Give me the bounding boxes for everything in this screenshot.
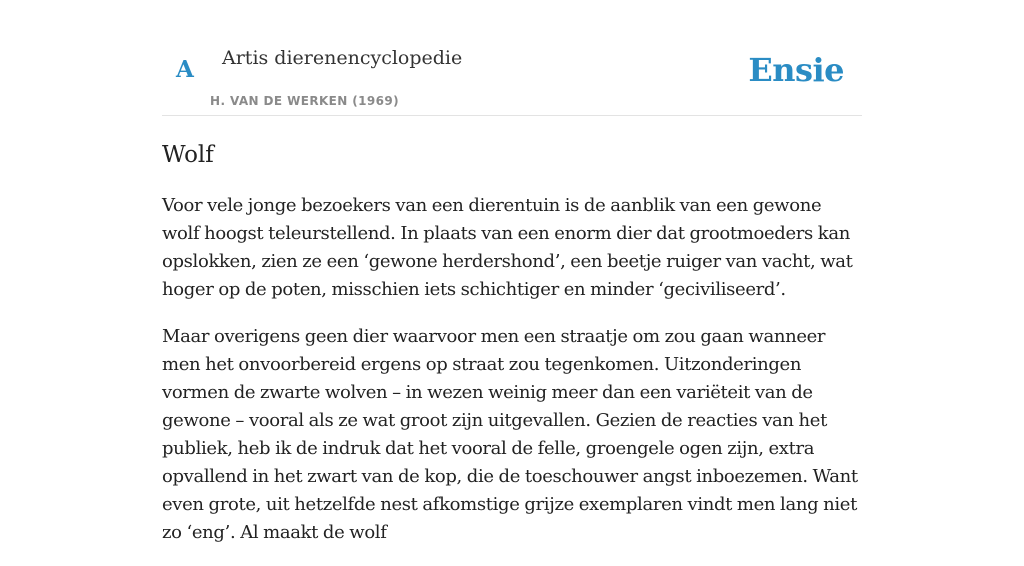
book-author: H. VAN DE WERKEN (1969) <box>210 94 400 108</box>
page <box>162 0 862 543</box>
article-body <box>162 192 862 566</box>
book-header <box>162 0 862 116</box>
article-title: Wolf <box>162 142 214 168</box>
ensie-logo-link[interactable]: Ensie <box>748 51 844 89</box>
book-title-link[interactable]: Artis dierenencyclopedie <box>222 47 463 69</box>
article-paragraph-2: Maar overigens geen dier waarvoor men een straatje om zou gaan wanneer men het onvoorbereid ergens op straat zou tegenkomen. Uitzonderingen vormen de zwarte wolven – in wezen weinig meer dan een variëteit van de gewone – vooral als ze wat groot zijn uitgevallen. Gezien de reacties van het publiek, heb ik de indruk dat het vooral de felle, groengele ogen zijn, extra opvallend in het zwart van de kop, die de toeschouwer angst inboezemen. Want even grote, uit hetzelfde nest afkomstige grijze exemplaren vindt men lang niet zo ‘eng’. Al maakt de wolf <box>162 326 858 543</box>
article-paragraph-1: Voor vele jonge bezoekers van een dierentuin is de aanblik van een gewone wolf hoogst teleurstellend. In plaats van een enorm dier dat grootmoeders kan opslokken, zien ze een ‘gewone herdershond’, een beetje ruiger van vacht, wat hoger op de poten, misschien iets schichtiger en minder ‘geciviliseerd’. <box>162 195 853 300</box>
book-letter-badge[interactable]: A <box>176 56 194 83</box>
